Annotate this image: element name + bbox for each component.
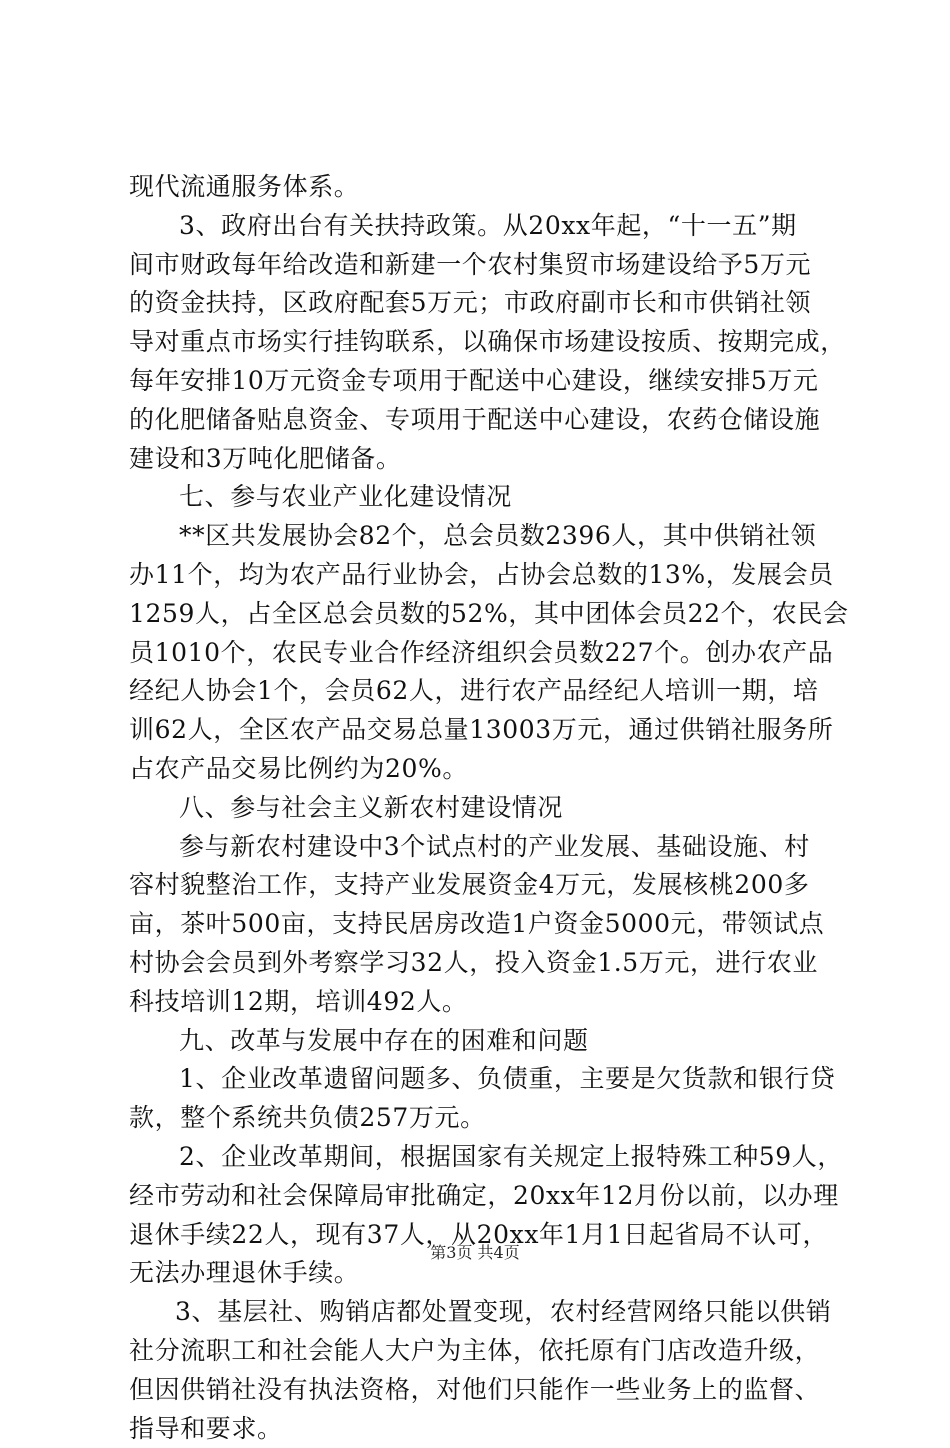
text-line: 经纪人协会1个，会员62人，进行农产品经纪人培训一期，培 <box>129 672 831 711</box>
text-line: **区共发展协会82个，总会员数2396人，其中供销社领 <box>129 517 831 556</box>
text-line: 的资金扶持，区政府配套5万元；市政府副市长和市供销社领 <box>129 284 831 323</box>
text-line: 村协会会员到外考察学习32人，投入资金1.5万元，进行农业 <box>129 944 831 983</box>
text-line: 社分流职工和社会能人大户为主体，依托原有门店改造升级， <box>129 1332 831 1371</box>
text-line: 无法办理退休手续。 <box>129 1254 831 1293</box>
text-line: 2、企业改革期间，根据国家有关规定上报特殊工种59人， <box>129 1138 831 1177</box>
text-line: 每年安排10万元资金专项用于配送中心建设，继续安排5万元 <box>129 362 831 401</box>
text-line: 1259人，占全区总会员数的52%，其中团体会员22个，农民会 <box>129 595 831 634</box>
text-line: 但因供销社没有执法资格，对他们只能作一些业务上的监督、 <box>129 1371 831 1410</box>
text-line: 导对重点市场实行挂钩联系，以确保市场建设按质、按期完成， <box>129 323 831 362</box>
text-line: 员1010个，农民专业合作经济组织会员数227个。创办农产品 <box>129 634 831 673</box>
page-number: 第3页 共4页 <box>430 1243 519 1262</box>
text-line: 指导和要求。 <box>129 1410 831 1448</box>
section-heading: 八、参与社会主义新农村建设情况 <box>129 789 831 828</box>
text-line: 科技培训12期，培训492人。 <box>129 983 831 1022</box>
text-line: 容村貌整治工作，支持产业发展资金4万元，发展核桃200多 <box>129 866 831 905</box>
page-footer <box>0 1241 950 1265</box>
text-line: 3、基层社、购销店都处置变现，农村经营网络只能以供销 <box>129 1293 831 1332</box>
text-line: 建设和3万吨化肥储备。 <box>129 440 831 479</box>
text-line: 参与新农村建设中3个试点村的产业发展、基础设施、村 <box>129 828 831 867</box>
section-heading: 七、参与农业产业化建设情况 <box>129 478 831 517</box>
text-line: 退休手续22人，现有37人，从20xx年1月1日起省局不认可， <box>129 1216 831 1255</box>
section-heading: 九、改革与发展中存在的困难和问题 <box>129 1022 831 1061</box>
text-line: 办11个，均为农产品行业协会，占协会总数的13%，发展会员 <box>129 556 831 595</box>
text-line: 占农产品交易比例约为20%。 <box>129 750 831 789</box>
text-line: 的化肥储备贴息资金、专项用于配送中心建设，农药仓储设施 <box>129 401 831 440</box>
text-line: 间市财政每年给改造和新建一个农村集贸市场建设给予5万元 <box>129 246 831 285</box>
text-line: 1、企业改革遗留问题多、负债重，主要是欠货款和银行贷 <box>129 1060 831 1099</box>
text-line: 款，整个系统共负债257万元。 <box>129 1099 831 1138</box>
text-line: 经市劳动和社会保障局审批确定，20xx年12月份以前，以办理 <box>129 1177 831 1216</box>
text-line: 亩，茶叶500亩，支持民居房改造1户资金5000元，带领试点 <box>129 905 831 944</box>
text-line: 训62人，全区农产品交易总量13003万元，通过供销社服务所 <box>129 711 831 750</box>
text-line: 3、政府出台有关扶持政策。从20xx年起，“十一五”期 <box>129 207 831 246</box>
text-line: 现代流通服务体系。 <box>129 168 831 207</box>
